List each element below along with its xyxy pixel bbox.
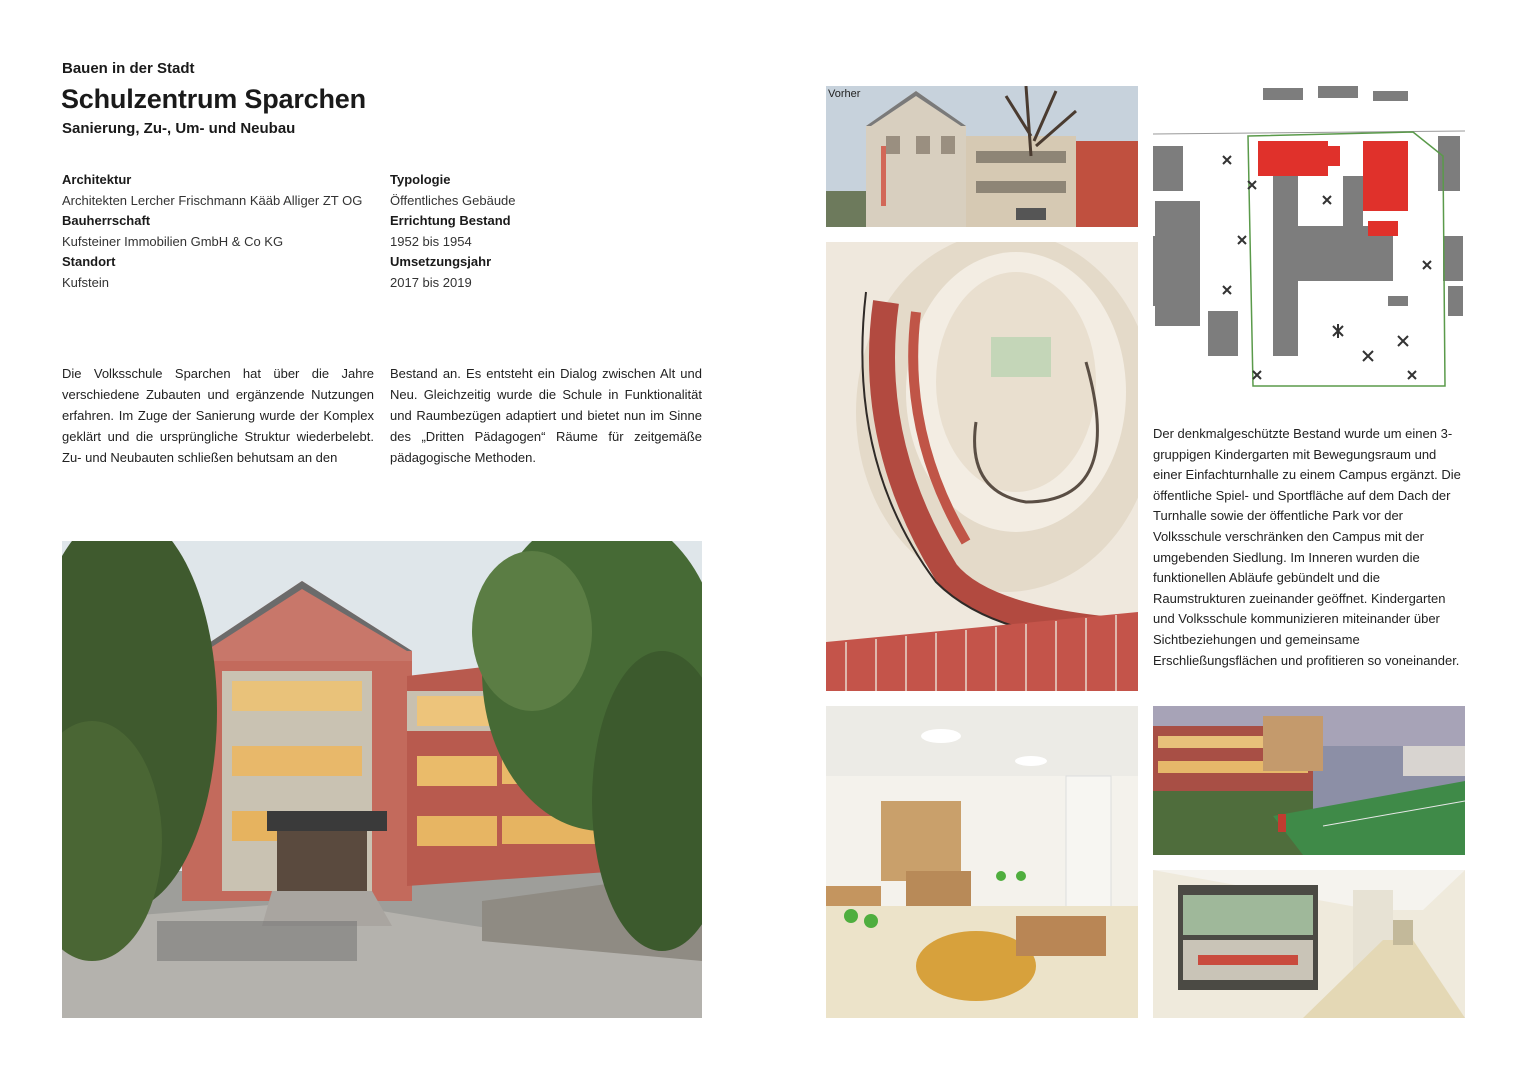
fact-value: Öffentliches Gebäude xyxy=(390,192,516,208)
fact-label: Standort xyxy=(62,254,116,270)
exterior-photo xyxy=(62,541,702,1018)
fact-label: Bauherrschaft xyxy=(62,213,151,229)
fact-label: Architektur xyxy=(62,172,132,187)
facts-right xyxy=(390,170,710,294)
fact-value: Architekten Lercher Frischmann Kääb Alliger ZT OG xyxy=(62,192,363,208)
body-paragraph-3: Der denkmalgeschützte Bestand wurde um einen 3-gruppigen Kindergarten mit Bewegungsraum und einer Einfachturnhalle zu einem Campus ergänzt. Die öffentliche Spiel- und Sportfläche auf dem Dach der Turnhalle sowie der öffentliche Park vor der Volksschule verschränken den Campus mit der umgebenden Siedlung. Im Inneren wurden die funktionellen Abläufe gebündelt und die Raumstrukturen zueinander geöffnet. Kindergarten und Volksschule kommunizieren miteinander über Sichtbeziehungen und gemeinsame Erschließungsflächen und profitieren so voneinander. xyxy=(1153,426,1461,668)
body-paragraph-2: Bestand an. Es entsteht ein Dialog zwischen Alt und Neu. Gleichzeitig wurde die Schule in Funktionalität und Raumbezügen adaptiert und bietet nun im Sinne des „Dritten Pädagogen“ Räume für zeitgemäße pädagogische Methoden. xyxy=(390,366,702,466)
sportsfield-photo xyxy=(1153,706,1465,855)
fact-value: Kufsteiner Immobilien GmbH & Co KG xyxy=(62,233,284,249)
fact-value: 1952 bis 1954 xyxy=(390,233,472,249)
fact-value: 2017 bis 2019 xyxy=(390,274,472,290)
fact-label: Errichtung Bestand xyxy=(390,213,511,229)
site-plan xyxy=(1153,86,1465,399)
page-subtitle: Sanierung, Zu-, Um- und Neubau xyxy=(62,120,296,137)
before-label: Vorher xyxy=(828,88,861,100)
fact-label: Umsetzungsjahr xyxy=(390,254,492,270)
facts-left xyxy=(62,170,382,294)
before-photo xyxy=(826,86,1138,227)
section-label: Bauen in der Stadt xyxy=(62,60,195,77)
fact-label: Typologie xyxy=(390,172,451,187)
page-title: Schulzentrum Sparchen xyxy=(61,84,366,114)
fact-value: Kufstein xyxy=(62,274,109,290)
corridor-photo xyxy=(1153,870,1465,1018)
body-paragraph-1: Die Volksschule Sparchen hat über die Jahre verschiedene Zubauten und ergänzende Nutzungen erfahren. Im Zuge der Sanierung wurde der Komplex geklärt und die ursprüngliche Struktur wiederbelebt. Zu- und Neubauten schließen behutsam an den xyxy=(62,366,374,466)
classroom-photo xyxy=(826,706,1138,1018)
staircase-photo xyxy=(826,242,1138,691)
